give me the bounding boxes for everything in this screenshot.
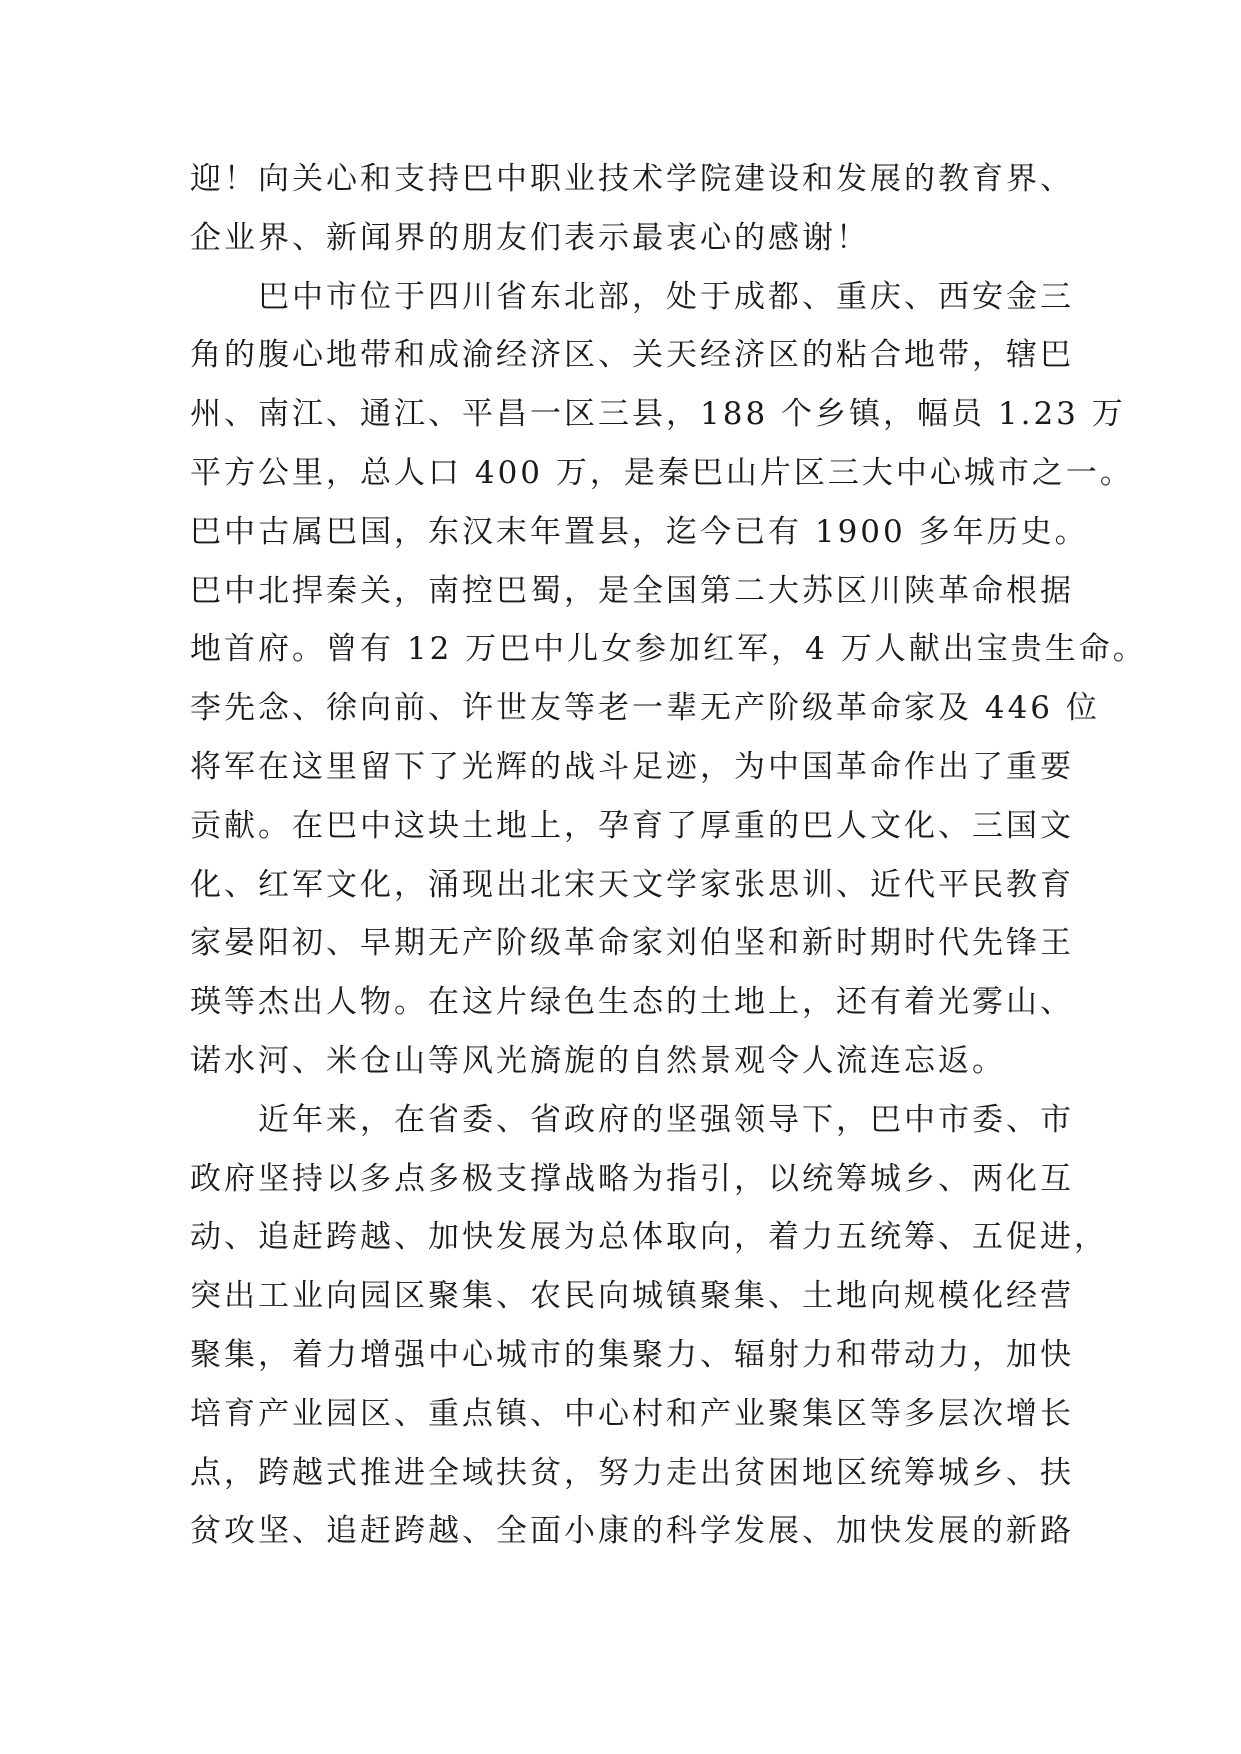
text-line: 州、南江、通江、平昌一区三县，188 个乡镇，幅员 1.23 万 — [190, 396, 1126, 433]
body-text — [190, 150, 1147, 1561]
text-line: 近年来，在省委、省政府的坚强领导下，巴中市委、市 — [190, 1101, 1074, 1138]
text-line: 贫攻坚、追赶跨越、全面小康的科学发展、加快发展的新路 — [190, 1513, 1074, 1550]
text-line: 化、红军文化，涌现出北宋天文学家张思训、近代平民教育 — [190, 866, 1074, 903]
text-line: 家晏阳初、早期无产阶级革命家刘伯坚和新时期时代先锋王 — [190, 925, 1074, 962]
text-line: 平方公里，总人口 400 万，是秦巴山片区三大中心城市之一。 — [190, 454, 1134, 491]
text-line: 诺水河、米仓山等风光旖旎的自然景观令人流连忘返。 — [190, 1042, 1006, 1079]
text-line: 巴中市位于四川省东北部，处于成都、重庆、西安金三 — [190, 278, 1074, 315]
text-line: 将军在这里留下了光辉的战斗足迹，为中国革命作出了重要 — [190, 748, 1074, 785]
text-line: 培育产业园区、重点镇、中心村和产业聚集区等多层次增长 — [190, 1395, 1074, 1432]
text-line: 迎！向关心和支持巴中职业技术学院建设和发展的教育界、 — [190, 161, 1074, 197]
text-line: 点，跨越式推进全域扶贫，努力走出贫困地区统筹城乡、扶 — [190, 1454, 1074, 1491]
text-line: 李先念、徐向前、许世友等老一辈无产阶级革命家及 446 位 — [190, 690, 1100, 727]
text-line: 巴中古属巴国，东汉末年置县，迄今已有 1900 多年历史。 — [190, 513, 1089, 550]
text-line: 地首府。曾有 12 万巴中儿女参加红军，4 万人献出宝贵生命。 — [190, 631, 1147, 668]
text-line: 政府坚持以多点多极支撑战略为指引，以统筹城乡、两化互 — [190, 1160, 1074, 1197]
text-line: 动、追赶跨越、加快发展为总体取向，着力五统筹、五促进， — [190, 1219, 1108, 1256]
text-line: 企业界、新闻界的朋友们表示最衷心的感谢！ — [190, 219, 870, 256]
text-line: 巴中北捍秦关，南控巴蜀，是全国第二大苏区川陕革命根据 — [190, 572, 1074, 609]
text-line: 聚集，着力增强中心城市的集聚力、辐射力和带动力，加快 — [190, 1336, 1074, 1373]
text-line: 突出工业向园区聚集、农民向城镇聚集、土地向规模化经营 — [190, 1278, 1074, 1315]
text-line: 瑛等杰出人物。在这片绿色生态的土地上，还有着光雾山、 — [190, 984, 1074, 1021]
text-line: 角的腹心地带和成渝经济区、关天经济区的粘合地带，辖巴 — [190, 337, 1074, 374]
text-line: 贡献。在巴中这块土地上，孕育了厚重的巴人文化、三国文 — [190, 807, 1074, 844]
